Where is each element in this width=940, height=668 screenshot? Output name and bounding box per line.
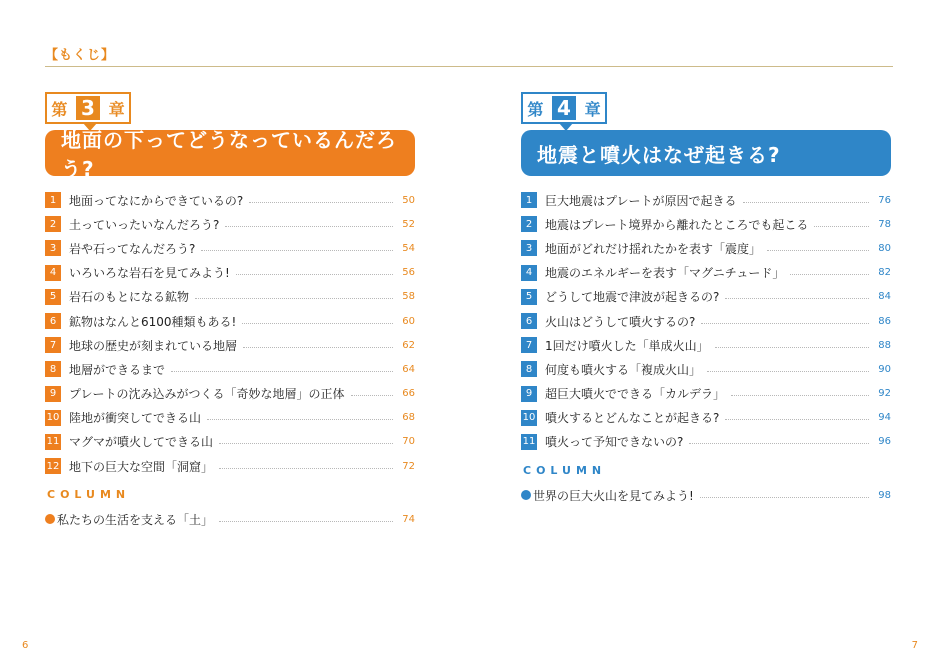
toc-entry[interactable] [45,309,415,333]
toc-entry[interactable] [45,188,415,212]
chapter-prefix: 第 [51,99,68,119]
page-number: 70 [402,436,415,448]
leader-dots [219,443,393,444]
toc-entry[interactable] [521,406,891,430]
toc-list [45,188,415,478]
entry-number: 5 [45,289,61,305]
entry-text: 土っていったいなんだろう? [69,217,220,232]
chapter-number: 4 [552,96,576,120]
column-list [521,483,891,507]
leader-dots [219,521,393,522]
leader-dots [236,274,393,275]
toc-entry[interactable] [45,382,415,406]
toc-entry[interactable] [45,357,415,381]
entry-text: 鉱物はなんと6100種類もある! [69,314,237,329]
toc-entry[interactable] [45,261,415,285]
leader-dots [725,419,869,420]
header-rule [45,66,893,67]
entry-text: どうして地震で津波が起きるの? [545,290,720,305]
page-number: 54 [402,242,415,254]
chapter-title: 地面の下ってどうなっているんだろう? [45,130,415,176]
page-number: 68 [402,412,415,424]
entry-text: 噴火って予知できないの? [545,435,684,450]
entry-text: マグマが噴火してできる山 [69,435,214,450]
entry-number: 3 [45,240,61,256]
entry-number: 9 [521,386,537,402]
leader-dots [219,468,393,469]
column-list [45,507,415,531]
column-entry[interactable] [521,483,891,507]
page-number: 88 [878,339,891,351]
toc-entry[interactable] [521,285,891,309]
toc-entry[interactable] [521,357,891,381]
page-number: 84 [878,291,891,303]
leader-dots [790,274,869,275]
entry-text: プレートの沈み込みがつくる「奇妙な地層」の正体 [69,387,345,402]
leader-dots [243,347,393,348]
entry-number: 1 [521,192,537,208]
entry-number: 6 [521,313,537,329]
entry-number: 12 [45,458,61,474]
toc-entry[interactable] [45,430,415,454]
leader-dots [689,443,869,444]
toc-entry[interactable] [45,236,415,260]
entry-number: 9 [45,386,61,402]
toc-entry[interactable] [45,406,415,430]
page-number: 66 [402,388,415,400]
page-number: 92 [878,388,891,400]
page-number: 58 [402,291,415,303]
leader-dots [351,395,393,396]
leader-dots [171,371,393,372]
page-number: 56 [402,267,415,279]
entry-number: 4 [521,265,537,281]
entry-text: 岩や石ってなんだろう? [69,241,196,256]
leader-dots [814,226,869,227]
chapter-prefix: 第 [527,99,544,119]
leader-dots [743,202,869,203]
entry-number: 7 [45,337,61,353]
entry-text: 地面ってなにからできているの? [69,193,244,208]
entry-text: 噴火するとどんなことが起きる? [545,411,720,426]
page-number: 60 [402,315,415,327]
entry-number: 4 [45,265,61,281]
entry-text: 地震はプレート境界から離れたところでも起こる [545,217,809,232]
leader-dots [707,371,869,372]
toc-entry[interactable] [521,309,891,333]
chapter-suffix: 章 [584,99,601,119]
entry-number: 1 [45,192,61,208]
chapter-badge [45,92,131,124]
column-entry[interactable] [45,507,415,531]
toc-entry[interactable] [521,382,891,406]
entry-text: 1回だけ噴火した「単成火山」 [545,338,709,353]
page-number: 64 [402,363,415,375]
chapter-suffix: 章 [108,99,125,119]
bullet-icon [521,490,531,500]
chapter-title: 地震と噴火はなぜ起きる? [521,130,891,176]
entry-number: 10 [45,410,61,426]
entry-number: 8 [521,361,537,377]
page-number: 78 [878,218,891,230]
entry-text: 地球の歴史が刻まれている地層 [69,338,238,353]
chapter-number: 3 [76,96,100,120]
page-number: 80 [878,242,891,254]
toc-entry[interactable] [521,333,891,357]
page-number: 98 [878,489,891,501]
entry-text: 地層ができるまで [69,362,166,377]
entry-number: 5 [521,289,537,305]
leader-dots [225,226,393,227]
page-number-left: 6 [22,640,29,651]
page-number: 50 [402,194,415,206]
toc-entry[interactable] [521,188,891,212]
page-number: 52 [402,218,415,230]
toc-entry[interactable] [45,454,415,478]
toc-entry[interactable] [45,212,415,236]
chapter-badge [521,92,607,124]
entry-number: 11 [521,434,537,450]
page-number: 96 [878,436,891,448]
entry-text: 私たちの生活を支える「土」 [57,512,214,527]
entry-number: 2 [45,216,61,232]
leader-dots [207,419,393,420]
entry-text: 世界の巨大火山を見てみよう! [533,488,694,503]
page-number-right: 7 [911,640,918,651]
entry-text: 巨大地震はプレートが原因で起きる [545,193,737,208]
entry-number: 6 [45,313,61,329]
entry-number: 8 [45,361,61,377]
chapter-3-column [45,92,415,531]
toc-entry[interactable] [521,236,891,260]
entry-number: 3 [521,240,537,256]
leader-dots [249,202,393,203]
toc-entry[interactable] [45,333,415,357]
leader-dots [700,497,869,498]
chapter-4-column [521,92,891,507]
entry-number: 10 [521,410,537,426]
page-number: 74 [402,513,415,525]
toc-list [521,188,891,454]
leader-dots [731,395,869,396]
toc-entry[interactable] [521,261,891,285]
entry-number: 11 [45,434,61,450]
leader-dots [715,347,869,348]
page-number: 86 [878,315,891,327]
entry-text: 岩石のもとになる鉱物 [69,290,190,305]
toc-entry[interactable] [521,430,891,454]
page-number: 82 [878,267,891,279]
entry-text: 何度も噴火する「複成火山」 [545,362,702,377]
entry-text: 超巨大噴火でできる「カルデラ」 [545,387,726,402]
entry-text: 地震のエネルギーを表す「マグニチュード」 [545,266,785,281]
entry-text: 地下の巨大な空間「洞窟」 [69,459,214,474]
leader-dots [242,323,393,324]
leader-dots [725,298,869,299]
toc-entry[interactable] [45,285,415,309]
page-number: 72 [402,460,415,472]
toc-entry[interactable] [521,212,891,236]
page-number: 90 [878,363,891,375]
entry-number: 7 [521,337,537,353]
toc-heading: 【もくじ】 [45,48,116,63]
page-number: 94 [878,412,891,424]
entry-text: 陸地が衝突してできる山 [69,411,202,426]
leader-dots [195,298,393,299]
leader-dots [701,323,869,324]
entry-text: いろいろな岩石を見てみよう! [69,266,230,281]
entry-text: 火山はどうして噴火するの? [545,314,696,329]
entry-number: 2 [521,216,537,232]
page-number: 62 [402,339,415,351]
page-number: 76 [878,194,891,206]
leader-dots [767,250,869,251]
column-label: COLUMN [47,488,131,502]
bullet-icon [45,514,55,524]
entry-text: 地面がどれだけ揺れたかを表す「震度」 [545,241,762,256]
column-label: COLUMN [523,464,607,478]
leader-dots [201,250,393,251]
